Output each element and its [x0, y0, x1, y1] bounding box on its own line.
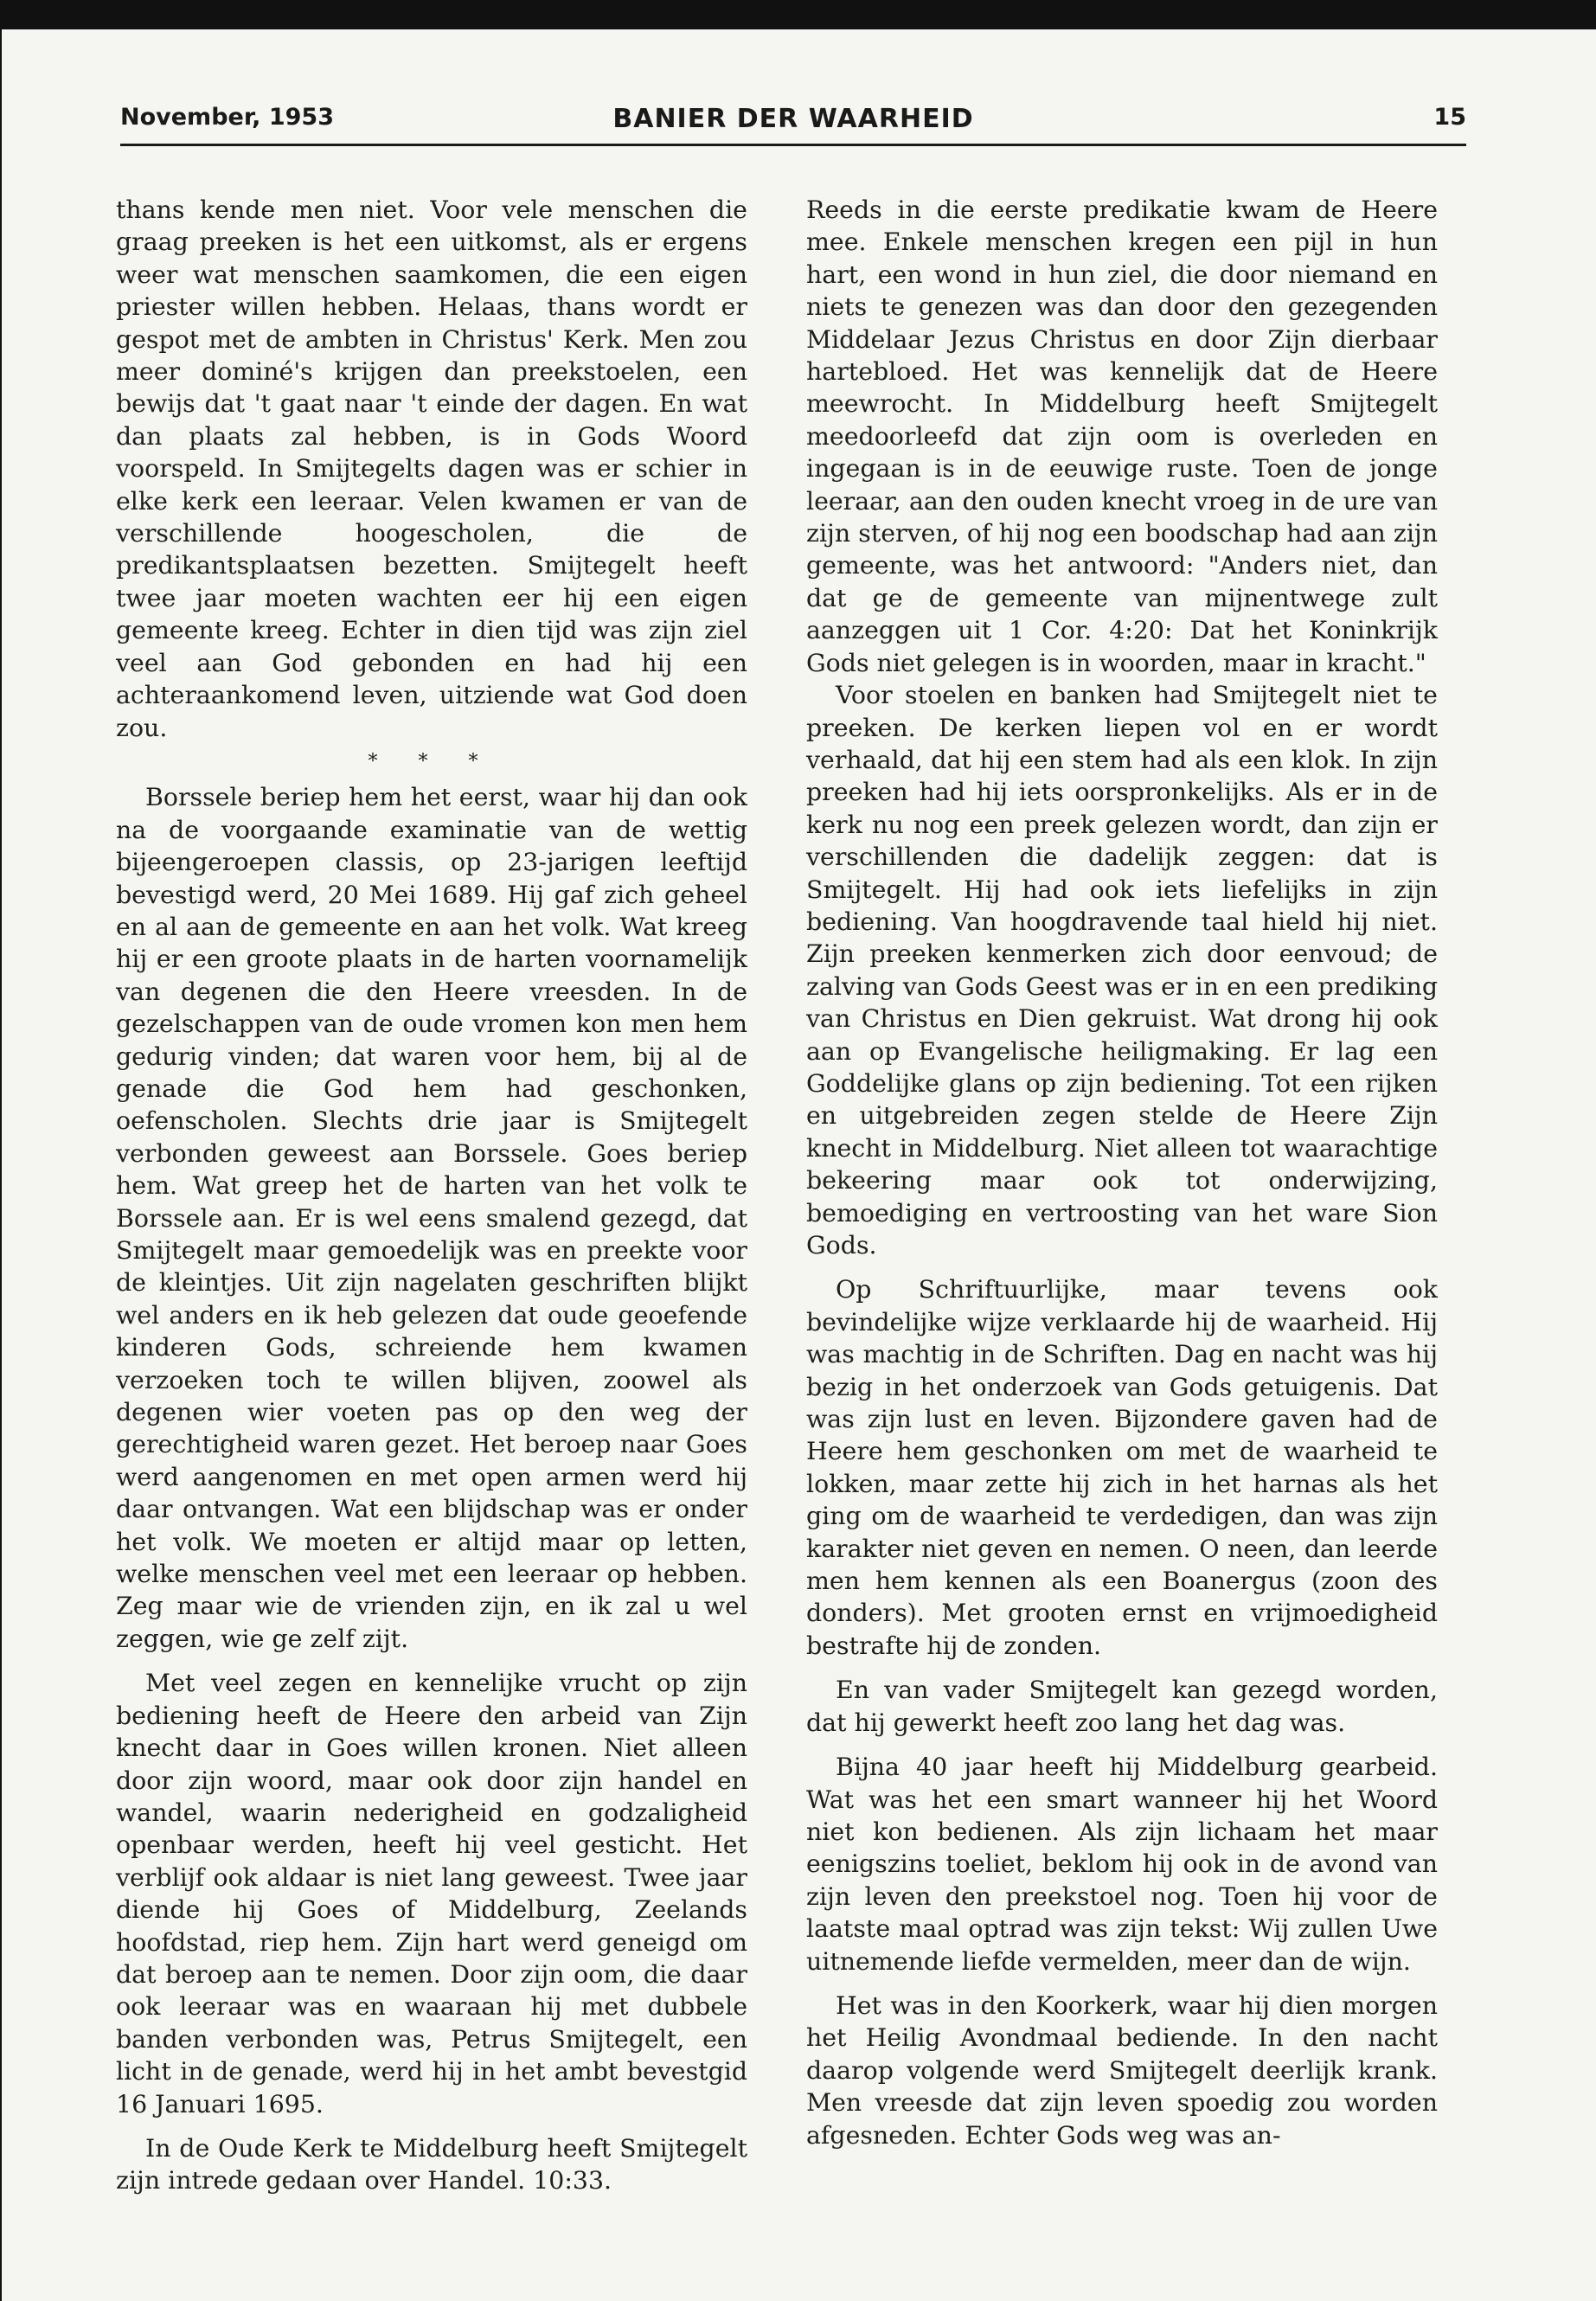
- paragraph: In de Oude Kerk te Middelburg heeft Smijtegelt zijn intrede gedaan over Handel. 10:33.: [116, 2133, 747, 2195]
- publication-title: BANIER DER WAARHEID: [612, 104, 974, 134]
- paragraph: Op Schriftuurlijke, maar tevens ook bevindelijke wijze verklaarde hij de waarheid. Hij was machtig in de Schriften. Dag en nacht was hij bezig in het onderzoek van Gods getuigenis. Dat was zijn lust en leven. Bijzondere gaven had de Heere hem geschonken om met de waarheid te lokken, maar zette hij zich in het harnas als het ging om de waarheid te verdedigen, dan was zijn karakter niet geven en nemen. O neen, dan leerde men hem kennen als een Boanergus (zoon des donders). Met grooten ernst en vrijmoedigheid bestrafte hij de zonden.: [806, 1275, 1438, 1660]
- page-header: [120, 99, 1466, 146]
- paragraph: Met veel zegen en kennelijke vrucht op zijn bediening heeft de Heere den arbeid van Zijn knecht daar in Goes willen kronen. Niet alleen door zijn woord, maar ook door zijn handel en wandel, waarin nederigheid en godzaligheid openbaar werden, heeft hij veel gesticht. Het verblijf ook aldaar is niet lang geweest. Twee jaar diende hij Goes of Middelburg, Zeelands hoofdstad, riep hem. Zijn hart werd geneigd om dat beroep aan te nemen. Door zijn oom, die daar ook leeraar was en waaraan hij met dubbele banden verbonden was, Petrus Smijtegelt, een licht in de genade, werd hij in het ambt bevestgid 16 Januari 1695.: [116, 1669, 747, 2118]
- paragraph: Bijna 40 jaar heeft hij Middelburg gearbeid. Wat was het een smart wanneer hij het Woord niet kon bedienen. Als zijn lichaam het maar eenigszins toeliet, beklom hij ook in de avond van zijn leven den preekstoel nog. Toen hij voor de laatste maal optrad was zijn tekst: Wij zullen Uwe uitnemende liefde vermelden, meer dan de wijn.: [806, 1753, 1438, 1976]
- paragraph: thans kende men niet. Voor vele menschen die graag preeken is het een uitkomst, als er ergens weer wat menschen saamkomen, die een eigen priester willen hebben. Helaas, thans wordt er gespot met de ambten in Christus' Kerk. Men zou meer dominé's krijgen dan preekstoelen, een bewijs dat 't gaat naar 't einde der dagen. En wat dan plaats zal hebben, is in Gods Woord voorspeld. In Smijtegelts dagen was er schier in elke kerk een leeraar. Velen kwamen er van de verschillende hoogescholen, die de predikantsplaatsen bezetten. Smijtegelt heeft twee jaar moeten wachten eer hij een eigen gemeente kreeg. Echter in dien tijd was zijn ziel veel aan God gebonden en had hij een achteraankomend leven, uitziende wat God doen zou.: [116, 195, 747, 742]
- magazine-page: [2, 29, 1596, 2301]
- paragraph: Het was in den Koorkerk, waar hij dien morgen het Heilig Avondmaal bediende. In den nacht daarop volgende werd Smijtegelt deerlijk krank. Men vreesde dat zijn leven spoedig zou worden afgesneden. Echter Gods weg was an-: [806, 1990, 1438, 2150]
- section-separator: * * *: [368, 750, 496, 772]
- right-column: [806, 194, 1438, 2151]
- paragraph: Borssele beriep hem het eerst, waar hij dan ook na de voorgaande examinatie van de wettig bijeengeroepen classis, op 23-jarigen leeftijd bevestigd werd, 20 Mei 1689. Hij gaf zich geheel en al aan de gemeente en aan het volk. Wat kreeg hij er een groote plaats in de harten voornamelijk van degenen die den Heere vreesden. In de gezelschappen van de oude vromen kon men hem gedurig vinden; dat waren voor hem, bij al de genade die God hem had geschonken, oefenscholen. Slechts drie jaar is Smijtegelt verbonden geweest aan Borssele. Goes beriep hem. Wat greep het de harten van het volk te Borssele aan. Er is wel eens smalend gezegd, dat Smijtegelt maar gemoedelijk was en preekte voor de kleintjes. Uit zijn nagelaten geschriften blijkt wel anders en ik heb gelezen dat oude geoefende kinderen Gods, schreiende hem kwamen verzoeken toch te willen blijven, zoowel als degenen wier voeten pas op den weg der gerechtigheid waren gezet. Het beroep naar Goes werd aangenomen en met open armen werd hij daar ontvangen. Wat een blijdschap was er onder het volk. We moeten er altijd maar op letten, welke menschen veel met een leeraar op hebben. Zeg maar wie de vrienden zijn, en ik zal u wel zeggen, wie ge zelf zijt.: [116, 783, 747, 1653]
- left-column: [116, 194, 747, 2197]
- issue-date: November, 1953: [120, 104, 334, 131]
- paragraph: En van vader Smijtegelt kan gezegd worden, dat hij gewerkt heeft zoo lang het dag was.: [806, 1676, 1438, 1737]
- page-number: 15: [1433, 104, 1466, 131]
- paragraph: Voor stoelen en banken had Smijtegelt niet te preeken. De kerken liepen vol en er wordt verhaald, dat hij een stem had als een klok. In zijn preeken had hij iets oorspronkelijks. Als er in de kerk nu nog een preek gelezen wordt, dan zijn er verschillenden die dadelijk zeggen: dat is Smijtegelt. Hij had ook iets liefelijks in zijn bediening. Van hoogdravende taal hield hij niet. Zijn preeken kenmerken zich door eenvoud; de zalving van Gods Geest was er in en een prediking van Christus en Dien gekruist. Wat drong hij ook aan op Evangelische heiligmaking. Er lag een Goddelijke glans op zijn bediening. Tot een rijken en uitgebreiden zegen stelde de Heere Zijn knecht in Middelburg. Niet alleen tot waarachtige bekeering maar ook tot onderwijzing, bemoediging en vertroosting van het ware Sion Gods.: [806, 681, 1438, 1259]
- paragraph: Reeds in die eerste predikatie kwam de Heere mee. Enkele menschen kregen een pijl in hun hart, een wond in hun ziel, die door niemand en niets te genezen was dan door den gezegenden Middelaar Jezus Christus en door Zijn dierbaar hartebloed. Het was kennelijk dat de Heere meewrocht. In Middelburg heeft Smijtegelt meedoorleefd dat zijn oom is overleden en ingegaan is in de eeuwige ruste. Toen de jonge leeraar, aan den ouden knecht vroeg in de ure van zijn sterven, of hij nog een boodschap had aan zijn gemeente, was het antwoord: "Anders niet, dan dat ge de gemeente van mijnentwege zult aanzeggen uit 1 Cor. 4:20: Dat het Koninkrijk Gods niet gelegen is in woorden, maar in kracht.": [806, 195, 1438, 677]
